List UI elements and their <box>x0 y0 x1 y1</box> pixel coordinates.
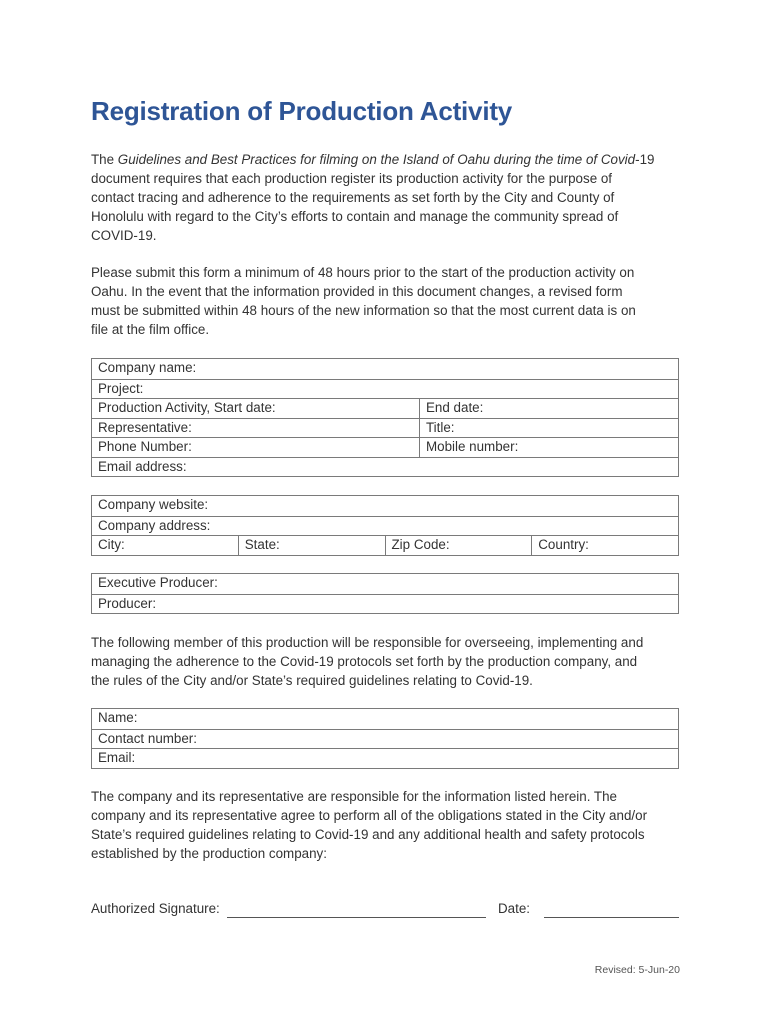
responsible-line-3: the rules of the City and/or State’s required guidelines relating to Covid-19. <box>91 673 533 688</box>
company-info-table <box>91 358 679 477</box>
date-label: Date: <box>498 901 531 916</box>
zip-code-field[interactable]: Zip Code: <box>385 536 532 555</box>
email-address-field[interactable]: Email address: <box>98 458 187 474</box>
company-address-table <box>91 495 679 556</box>
representative-field[interactable]: Representative: <box>98 419 192 435</box>
table-row <box>92 748 678 768</box>
company-website-field[interactable]: Company website: <box>98 497 209 512</box>
table-row <box>92 516 678 536</box>
responsibility-line-4: established by the production company: <box>91 846 327 861</box>
signature-label: Authorized Signature: <box>91 901 220 916</box>
revised-date: Revised: 5-Jun-20 <box>594 964 680 976</box>
executive-producer-field[interactable]: Executive Producer: <box>98 575 218 590</box>
responsibility-line-1: The company and its representative are responsible for the information listed herein. The <box>91 789 617 804</box>
city-field[interactable]: City: <box>98 537 125 552</box>
project-field[interactable]: Project: <box>98 380 144 396</box>
intro-paragraph <box>91 150 681 245</box>
contact-email-field[interactable]: Email: <box>98 750 136 765</box>
signature-row <box>91 901 681 923</box>
state-field[interactable]: State: <box>238 536 385 555</box>
contact-number-field[interactable]: Contact number: <box>98 730 197 746</box>
submit-line-1: Please submit this form a minimum of 48 hours prior to the start of the production activity on <box>91 265 635 280</box>
signature-line[interactable] <box>227 917 486 918</box>
date-line[interactable] <box>544 917 679 918</box>
table-row <box>92 398 678 418</box>
responsible-member-paragraph <box>91 633 681 690</box>
company-name-field[interactable]: Company name: <box>98 360 197 375</box>
responsibility-paragraph <box>91 787 681 863</box>
company-address-field[interactable]: Company address: <box>98 517 211 533</box>
responsibility-line-3: State’s required guidelines relating to Covid-19 and any additional health and safety protocols <box>91 827 645 842</box>
intro-line-5: COVID-19. <box>91 228 157 243</box>
intro-line-3: contact tracing and adherence to the requirements as set forth by the City and County of <box>91 190 615 205</box>
table-row <box>92 457 678 477</box>
intro-line-1 <box>91 150 681 169</box>
page-title: Registration of Production Activity <box>91 96 513 126</box>
table-row <box>92 709 678 729</box>
table-row <box>92 729 678 749</box>
submit-paragraph <box>91 263 681 339</box>
table-row <box>92 379 678 399</box>
table-row <box>92 418 678 438</box>
country-field[interactable]: Country: <box>531 536 678 555</box>
producer-field[interactable]: Producer: <box>98 595 157 611</box>
table-row <box>92 359 678 379</box>
intro-suffix: -19 <box>635 152 655 167</box>
table-row <box>92 496 678 516</box>
end-date-field[interactable]: End date: <box>419 399 678 418</box>
producer-table <box>91 573 679 614</box>
table-row <box>92 574 678 594</box>
guidelines-title: Guidelines and Best Practices for filming on the Island of Oahu during the time of Covid <box>117 152 636 167</box>
title-field[interactable]: Title: <box>419 419 678 438</box>
submit-line-3: must be submitted within 48 hours of the new information so that the most current data is on <box>91 303 636 318</box>
table-row <box>92 535 678 555</box>
intro-prefix: The <box>91 152 118 167</box>
table-row <box>92 437 678 457</box>
mobile-field[interactable]: Mobile number: <box>419 438 678 457</box>
start-date-field[interactable]: Production Activity, Start date: <box>98 400 276 415</box>
phone-field[interactable]: Phone Number: <box>98 439 192 454</box>
submit-line-4: file at the film office. <box>91 322 210 337</box>
intro-line-2: document requires that each production register its production activity for the purpose of <box>91 171 613 186</box>
responsible-line-2: managing the adherence to the Covid-19 protocols set forth by the production company, and <box>91 654 638 669</box>
table-row <box>92 594 678 614</box>
responsibility-line-2: company and its representative agree to perform all of the obligations stated in the City and/or <box>91 808 648 823</box>
intro-line-4: Honolulu with regard to the City’s efforts to contain and manage the community spread of <box>91 209 619 224</box>
covid-contact-table <box>91 708 679 769</box>
submit-line-2: Oahu. In the event that the information provided in this document changes, a revised form <box>91 284 623 299</box>
contact-name-field[interactable]: Name: <box>98 710 138 725</box>
responsible-line-1: The following member of this production will be responsible for overseeing, implementing and <box>91 635 644 650</box>
